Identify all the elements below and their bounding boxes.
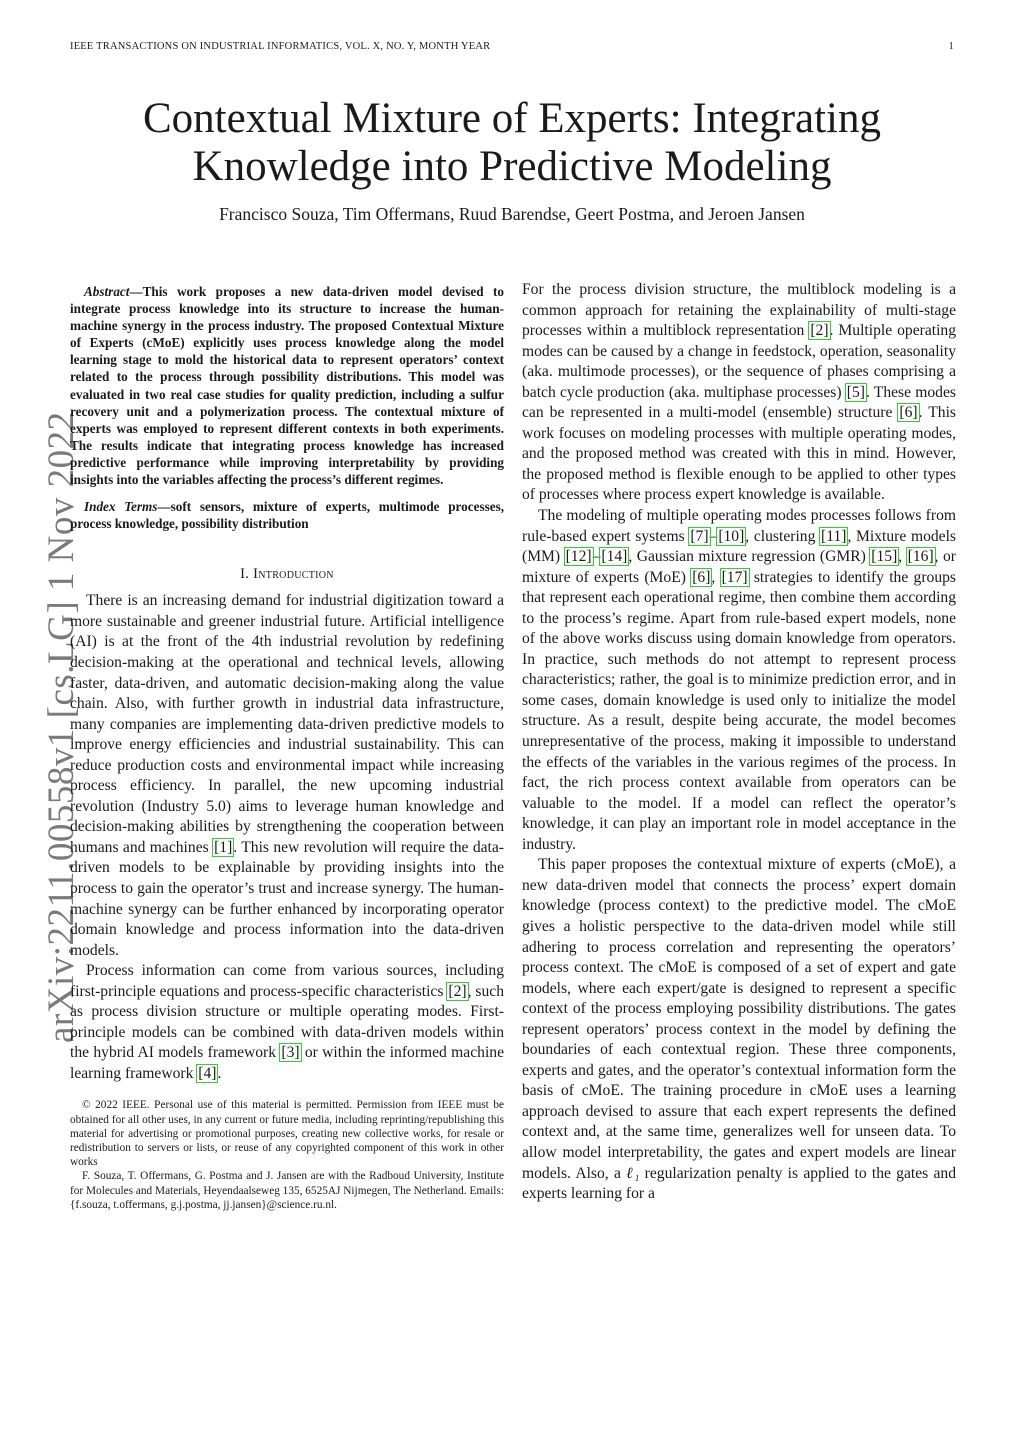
text-run: . This new revolution will require the data-driven models to be explainable by providing insights into the process to gain the operator’s trust and increase synergy. The human-machine synergy can be further enhanced by incorporating operator domain knowledge and process information into the data-driven models. [70,838,504,959]
text-run: , Mixture models (MM) [522,527,956,566]
section-title: Introduction [253,566,334,583]
text-run: , [711,568,721,586]
section-heading-introduction [70,566,504,583]
citation-link[interactable]: [6] [692,568,711,586]
text-run: . [217,1064,222,1082]
intro-paragraph-1 [70,591,504,961]
text-run: . This work focuses on modeling processes with multiple operating modes, and the proposed method was created with this in mind. However, the proposed method is flexible enough to be applied to other types of processes where process expert knowledge is available. [522,404,956,504]
right-paragraph-3 [522,855,956,1204]
abstract [70,283,504,488]
index-terms-lead: Index Terms [84,499,158,515]
text-run: . These modes can be represented in a multi-model (ensemble) structure [522,383,956,422]
citation-link[interactable]: [10] [718,527,745,545]
page-number: 1 [948,41,954,52]
citation-link[interactable]: [2] [448,982,467,1000]
journal-header: IEEE TRANSACTIONS ON INDUSTRIAL INFORMATICS, VOL. X, NO. Y, MONTH YEAR [70,41,491,52]
text-run: – [709,527,718,545]
intro-paragraph-2 [70,961,504,1084]
citation-link[interactable]: [11] [821,527,847,545]
citation-link[interactable]: [6] [899,404,918,422]
running-header [70,41,954,52]
left-column [70,283,504,1212]
text-run: The modeling of multiple operating modes processes follows from rule-based expert systems [522,507,956,545]
citation-link[interactable]: [4] [198,1064,217,1082]
text-run: There is an increasing demand for industrial digitization toward a more sustainable and greener industrial future. Artificial intelligence (AI) is at the front of the 4th industrial revolution by redefining decision-making at the operational and technical levels, allowing faster, data-driven, and automatic decision-making along the value chain. Also, with further growth in industrial data infrastructure, many companies are implementing data-driven predictive models to improve energy efficiencies and industrial sustainability. This can reduce production costs and environmental impact while increasing process efficiency. In parallel, the new upcoming industrial revolution (Industry 5.0) aims to leverage human knowledge and decision-making abilities by strengthening the cooperation between humans and machines [70,592,504,856]
text-run: , Gaussian mixture regression (GMR) [628,548,871,566]
right-paragraph-2 [522,506,956,855]
section-numeral: I. [240,566,254,583]
text-run: . Multiple operating modes can be caused by a change in feedstock, operation, seasonality (aka. multimode processes), or the sequence of phases comprising a batch cycle production (aka. multiphase processes) [522,322,956,401]
index-terms [70,498,504,532]
text-run: , [898,548,907,566]
text-run: , such as process division structure or multiple operating modes. First-principle models can be combined with data-driven models within the hybrid AI models framework [70,982,504,1062]
text-run: , clustering [745,527,821,545]
copyright-notice: © 2022 IEEE. Personal use of this material is permitted. Permission from IEEE must be obtained for all other uses, in any current or future media, including reprinting/republishing this material for advertising or promotional purposes, creating new collective works, for resale or redistribution to servers or lists, or reuse of any copyrighted component of this work in other works [70,1099,504,1169]
citation-link[interactable]: [3] [281,1044,300,1062]
arxiv-identifier: arXiv:2211.00558v1 [cs.LG] 1 Nov 2022 [41,411,82,1043]
paper-title [70,95,954,191]
text-run: regularization penalty is applied to the gates and experts learning for a [522,1164,956,1203]
title-line-1: Contextual Mixture of Experts: Integrating [143,95,881,142]
author-list: Francisco Souza, Tim Offermans, Ruud Barendse, Geert Postma, and Jeroen Jansen [219,204,805,224]
title-line-2: Knowledge into Predictive Modeling [192,143,832,190]
citation-link[interactable]: [2] [810,322,829,340]
citation-link[interactable]: [5] [846,383,865,401]
math-l1-symbol: ℓ₁ [626,1164,640,1182]
citation-link[interactable]: [1] [214,838,233,856]
text-run: – [592,548,601,566]
text-run: For the process division structure, the multiblock modeling is a common approach for retaining the explainability of multi-stage processes within a multiblock representation [522,281,956,340]
text-run: Process information can come from various sources, including first-principle equations and process-specific characteristics [70,962,504,1000]
citation-link[interactable]: [17] [721,568,748,586]
index-terms-text: —soft sensors, mixture of experts, multimode processes, process knowledge, possibility distribution [70,499,504,532]
text-run: , or mixture of experts (MoE) [522,548,957,586]
footnote [70,1098,504,1212]
right-paragraph-1 [522,280,956,506]
citation-link[interactable]: [7] [690,527,709,545]
text-run: This paper proposes the contextual mixture of experts (cMoE), a new data-driven model that connects the process’ expert domain knowledge (process context) to the predictive model. The cMoE gives a holistic perspective to the data-driven model while still adhering to process correlation and representing the operators’ process context. The cMoE is composed of a set of expert and gate models, where each expert/gate is designed to represent a specific context of the process employing possibility distributions. The gates represent operators’ process context in the model by defining the boundaries of each contextual region. These three components, experts and gates, and the operator’s contextual information form the basis of cMoE. The training procedure in cMoE uses a learning approach devised to assure that each expert represents the defined context and, at the same time, generalizes well for unseen data. To allow model interpretability, the gates and expert models are linear models. Also, a [522,856,956,1182]
author-affiliation: F. Souza, T. Offermans, G. Postma and J. Jansen are with the Radboud University, Institute for Molecules and Materials, Heyendaalseweg 135, 6525AJ Nijmegen, The Netherland. Emails: {f.souza, t.offermans, g.j.postma, jj.jansen}@science.ru.nl. [70,1170,504,1211]
citation-link[interactable]: [15] [871,548,898,566]
text-run: strategies to identify the groups that represent each operational regime, then combine them according to the process’s regime. Apart from rule-based expert models, none of the above works discuss using domain knowledge from operators. In practice, such methods do not attempt to represent process characteristics; rather, the goal is to minimize prediction error, and in some cases, domain knowledge is used only to initialize the model structure. As a result, despite being accurate, the model becomes unrepresentative of the process, making it impossible to understand the effects of the variables in the various regimes of the process. In fact, the rich process context available from operators can be valuable to the model. If a model can reflect the operator’s knowledge, it can play an important role in model acceptance in the industry. [522,568,956,853]
text-run: or within the informed machine learning framework [70,1044,504,1082]
abstract-text: —This work proposes a new data-driven model devised to integrate process knowledge into its structure to increase the human-machine synergy in the process industry. The proposed Contextual Mixture of Experts (cMoE) explicitly uses process knowledge along the model learning stage to mold the historical data to represent operators’ context related to the process through possibility distributions. This model was evaluated in two real case studies for quality prediction, including a sulfur recovery unit and a polymerization process. The contextual mixture of experts was employed to represent different contexts in both experiments. The results indicate that integrating process knowledge has increased predictive performance while improving interpretability by providing insights into the variables affecting the process’s different regimes. [70,284,504,488]
citation-link[interactable]: [14] [601,548,628,566]
right-column [522,280,956,1205]
abstract-lead: Abstract [84,284,130,299]
citation-link[interactable]: [12] [565,548,592,566]
citation-link[interactable]: [16] [907,548,934,566]
